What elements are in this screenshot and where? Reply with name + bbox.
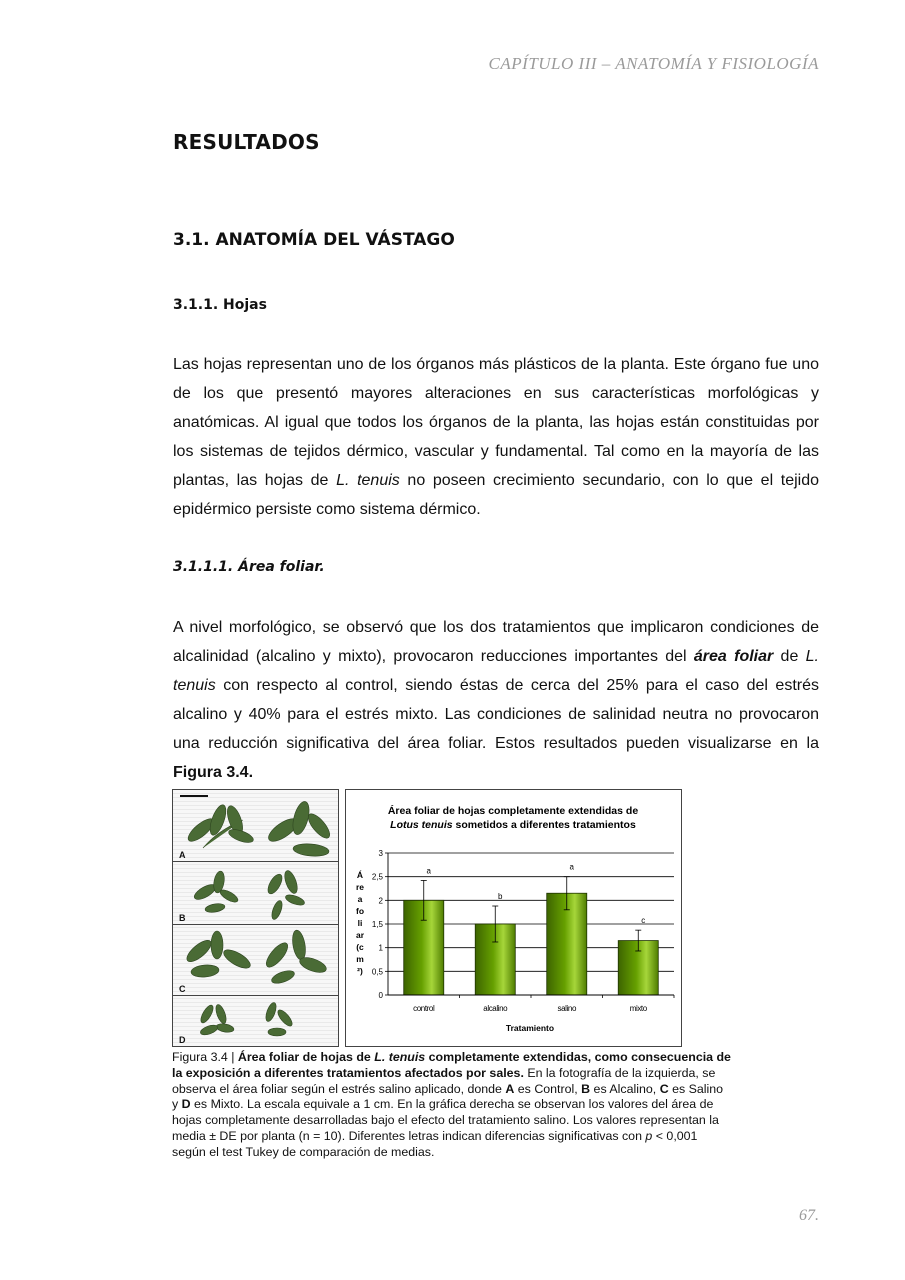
photo-label-b: B: [179, 913, 186, 923]
leaf-photo-panel: [172, 789, 339, 1047]
subsection-title: 3.1. ANATOMÍA DEL VÁSTAGO: [173, 230, 455, 250]
y-axis-label-part: Á: [356, 870, 364, 880]
significance-letter: c: [641, 916, 646, 926]
y-axis-label-part: re: [355, 882, 365, 892]
area-foliar-title: 3.1.1.1. Área foliar.: [173, 559, 325, 575]
y-axis-label: [356, 870, 365, 976]
y-axis-label-part: ²): [357, 966, 363, 976]
leaf-drawing-a: [173, 790, 338, 861]
y-axis-label-part: fo: [355, 906, 365, 916]
figure-caption: Figura 3.4 | Área foliar de hojas de L. tenuis completamente extendidas, como consecuencia de la exposición a diferentes tratamientos afectados por sales. En la fotografía de la izquierda, se observa el área foliar según el estrés salino aplicado, donde A es Control, B es Alcalino, C es Salino y D es Mixto. La escala equivale a 1 cm. En la gráfica derecha se observan los valores del área de hojas completamente desarrolladas bajo el efecto del tratamiento salino. Los valores representan la media ± DE por planta (n = 10). Diferentes letras indican diferencias significativas con p < 0,001 según el test Tukey de comparación de medias.: [172, 1050, 731, 1159]
y-axis-label-part: m: [356, 954, 364, 964]
scale-bar: [180, 795, 208, 797]
y-axis-label-part: li: [357, 918, 363, 928]
page-number: 67.: [799, 1207, 819, 1224]
subsubsection-title: 3.1.1. Hojas: [173, 297, 267, 313]
paragraph-hojas: Las hojas representan uno de los órganos más plásticos de la planta. Este órgano fue uno de los que presentó mayores alteraciones en sus características morfológicas y anatómicas. Al igual que todos los órganos de la planta, las hojas están constituidas por los sistemas de tejidos dérmico, vascular y fundamental. Tal como en la mayoría de las plantas, las hojas de L. tenuis no poseen crecimiento secundario, con lo que el tejido epidérmico persiste como sistema dérmico.: [173, 356, 820, 518]
chart-svg: [346, 790, 681, 1046]
leaf-drawing-b: [173, 862, 338, 924]
significance-letter: a: [569, 862, 574, 872]
leaf-photo-a: [173, 790, 338, 862]
x-tick-label: control: [413, 1004, 435, 1013]
y-axis-label-part: a: [357, 894, 363, 904]
significance-letter: b: [498, 892, 503, 902]
leaf-drawing-c: [173, 925, 338, 995]
leaf-photo-d: [173, 996, 338, 1046]
leaf-photo-c: [173, 925, 338, 996]
photo-label-c: C: [179, 984, 186, 994]
y-tick-label: 1: [378, 943, 383, 953]
x-tick-label: alcalino: [483, 1004, 508, 1013]
leaf-photo-b: [173, 862, 338, 925]
y-tick-label: 0,5: [371, 967, 383, 977]
significance-letter: a: [426, 866, 431, 876]
running-header: CAPÍTULO III – ANATOMÍA Y FISIOLOGÍA: [488, 54, 819, 73]
y-axis-label-part: (c: [356, 942, 364, 952]
photo-label-d: D: [179, 1035, 186, 1045]
y-tick-label: 1,5: [371, 920, 383, 929]
y-axis-label-part: ar: [355, 930, 365, 940]
chart-title-line1: Área foliar de hojas completamente extendidas de: [387, 805, 639, 817]
chart-bars: [404, 863, 659, 995]
paragraph-area-foliar: A nivel morfológico, se observó que los dos tratamientos que implicaron condiciones de alcalinidad (alcalino y mixto), provocaron reducciones importantes del área foliar de L. tenuis con respecto al control, siendo éstas de cerca del 25% para el caso del estrés alcalino y 40% para el estrés mixto. Las condiciones de salinidad neutra no provocaron una reducción significativa del área foliar. Estos resultados pueden visualizarse en la Figura 3.4.: [173, 619, 819, 781]
y-tick-label: 0: [378, 991, 383, 1000]
chart-title-line2: Lotus tenuis sometidos a diferentes tratamientos: [390, 819, 636, 831]
y-tick-label: 3: [378, 849, 383, 858]
photo-label-a: A: [179, 850, 186, 860]
x-tick-label: mixto: [629, 1004, 647, 1013]
y-tick-label: 2,5: [371, 872, 383, 882]
x-axis-label: Tratamiento: [505, 1023, 555, 1033]
leaf-area-chart: [345, 789, 682, 1047]
x-tick-label: salino: [557, 1004, 577, 1013]
y-tick-label: 2: [378, 896, 383, 906]
leaf-drawing-d: [173, 996, 338, 1046]
section-title: RESULTADOS: [173, 130, 320, 154]
